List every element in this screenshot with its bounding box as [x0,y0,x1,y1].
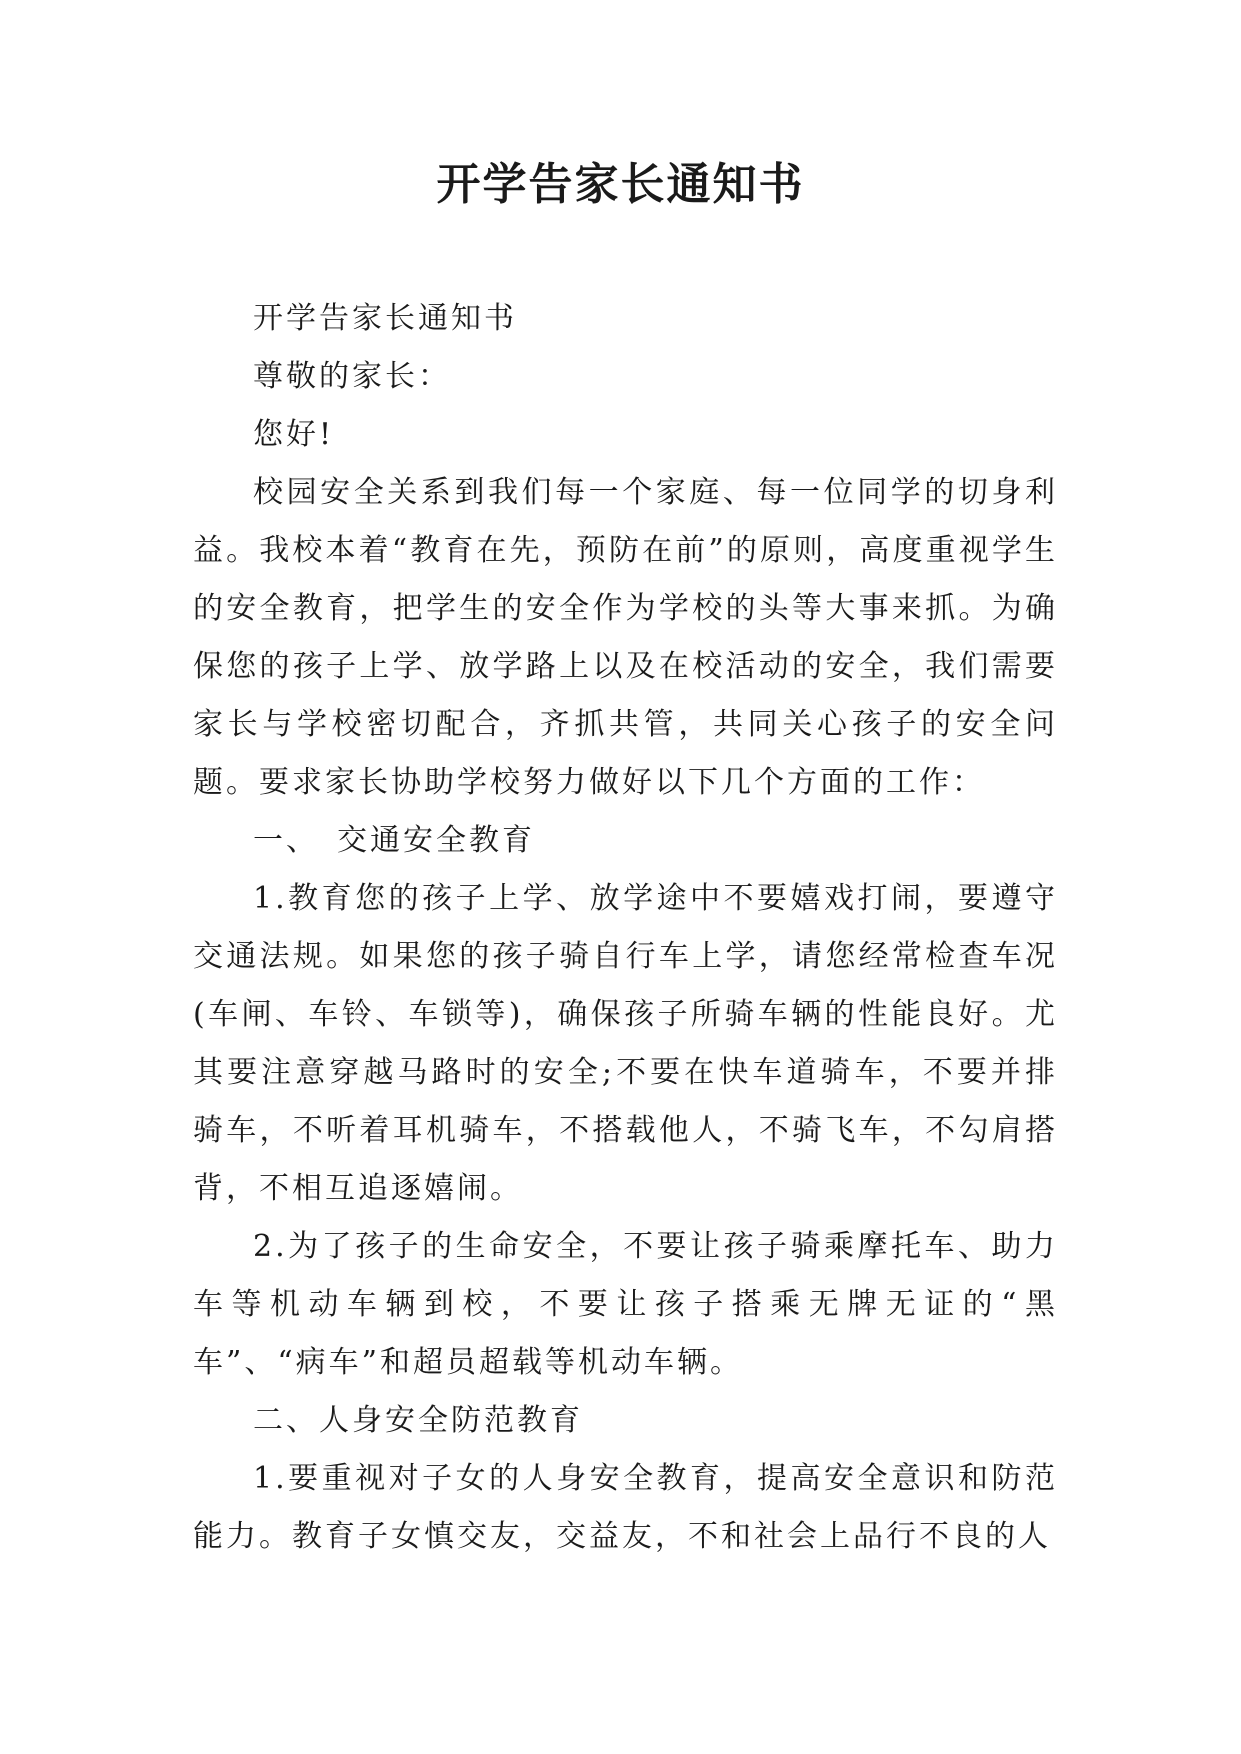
paragraph-greeting: 您好! [253,417,335,452]
paragraph-salutation: 尊敬的家长： [253,359,451,394]
paragraph-intro: 校园安全关系到我们每一个家庭、每一位同学的切身利益。我校本着“教育在先，预防在前”的原则，高度重视学生的安全教育，把学生的安全作为学校的头等大事来抓。为确保您的孩子上学、放学路上以及在校活动的安全，我们需要家长与学校密切配合，齐抓共管，共同关心孩子的安全问题。要求家长协助学校努力做好以下几个方面的工作： [193,475,1058,800]
section-heading-traffic-safety: 一、 交通安全教育 [253,823,535,858]
paragraph-heading-repeat: 开学告家长通知书 [253,301,517,336]
section-heading-personal-safety: 二、人身安全防范教育 [253,1403,583,1438]
paragraph-personal-item-1: 1.要重视对子女的人身安全教育，提高安全意识和防范能力。教育子女慎交友，交益友，不和社会上品行不良的人 [193,1461,1058,1554]
document-body [193,290,1058,1566]
paragraph-traffic-item-2: 2.为了孩子的生命安全，不要让孩子骑乘摩托车、助力车等机动车辆到校，不要让孩子搭乘无牌无证的“黑车”、“病车”和超员超载等机动车辆。 [193,1229,1058,1380]
document-title: 开学告家长通知书 [436,159,805,210]
paragraph-traffic-item-1: 1.教育您的孩子上学、放学途中不要嬉戏打闹，要遵守交通法规。如果您的孩子骑自行车上学，请您经常检查车况(车闸、车铃、车锁等)，确保孩子所骑车辆的性能良好。尤其要注意穿越马路时的安全;不要在快车道骑车，不要并排骑车，不听着耳机骑车，不搭载他人，不骑飞车，不勾肩搭背，不相互追逐嬉闹。 [193,881,1058,1206]
